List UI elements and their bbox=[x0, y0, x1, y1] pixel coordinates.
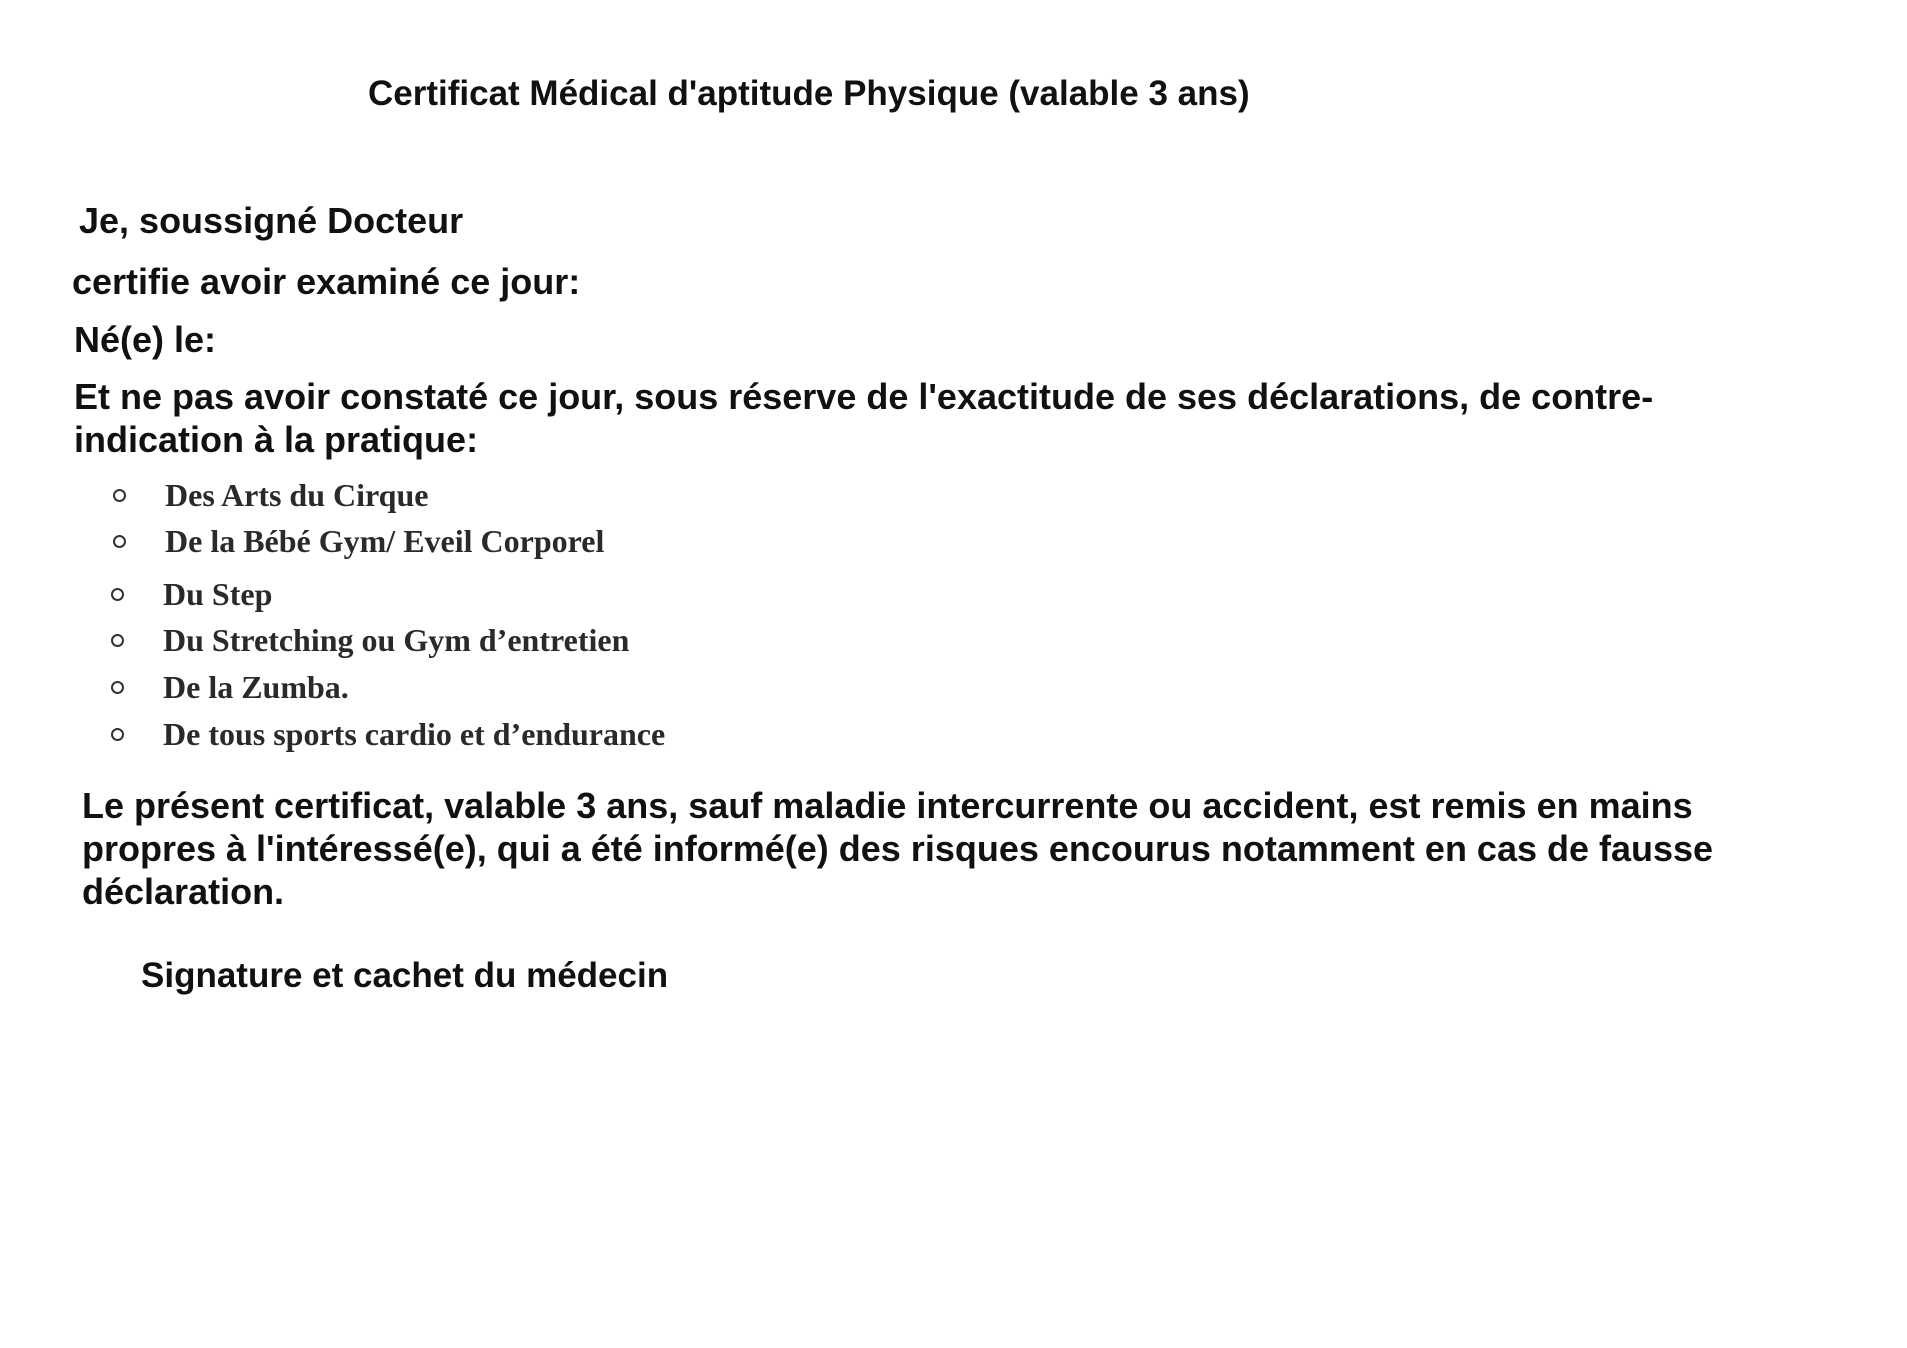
bullet-circle-icon bbox=[111, 588, 124, 601]
activity-label: Du Stretching ou Gym d’entretien bbox=[163, 622, 630, 658]
doctor-line: Je, soussigné Docteur bbox=[79, 200, 464, 241]
document-title: Certificat Médical d'aptitude Physique (valable 3 ans) bbox=[368, 74, 1250, 113]
examined-line: certifie avoir examiné ce jour: bbox=[72, 261, 581, 302]
activity-label: Du Step bbox=[163, 576, 273, 612]
activity-label: Des Arts du Cirque bbox=[165, 477, 429, 513]
bullet-circle-icon bbox=[113, 489, 126, 502]
bullet-circle-icon bbox=[111, 634, 124, 647]
bullet-circle-icon bbox=[111, 728, 124, 741]
bullet-circle-icon bbox=[111, 681, 124, 694]
validity-paragraph: Le présent certificat, valable 3 ans, sauf maladie intercurrente ou accident, est remis en mains propres à l'intéressé(e), qui a été informé(e) des risques encourus notamment en cas de fausse déclaration. bbox=[82, 785, 1714, 912]
activity-label: De la Zumba. bbox=[163, 669, 349, 705]
birth-date-line: Né(e) le: bbox=[74, 319, 217, 360]
activity-label: De tous sports cardio et d’endurance bbox=[163, 716, 666, 752]
contraindication-statement: Et ne pas avoir constaté ce jour, sous réserve de l'exactitude de ses déclarations, de contre-indication à la pratique: bbox=[74, 376, 1654, 460]
bullet-circle-icon bbox=[113, 535, 126, 548]
signature-label: Signature et cachet du médecin bbox=[141, 956, 669, 995]
activity-label: De la Bébé Gym/ Eveil Corporel bbox=[165, 523, 605, 559]
